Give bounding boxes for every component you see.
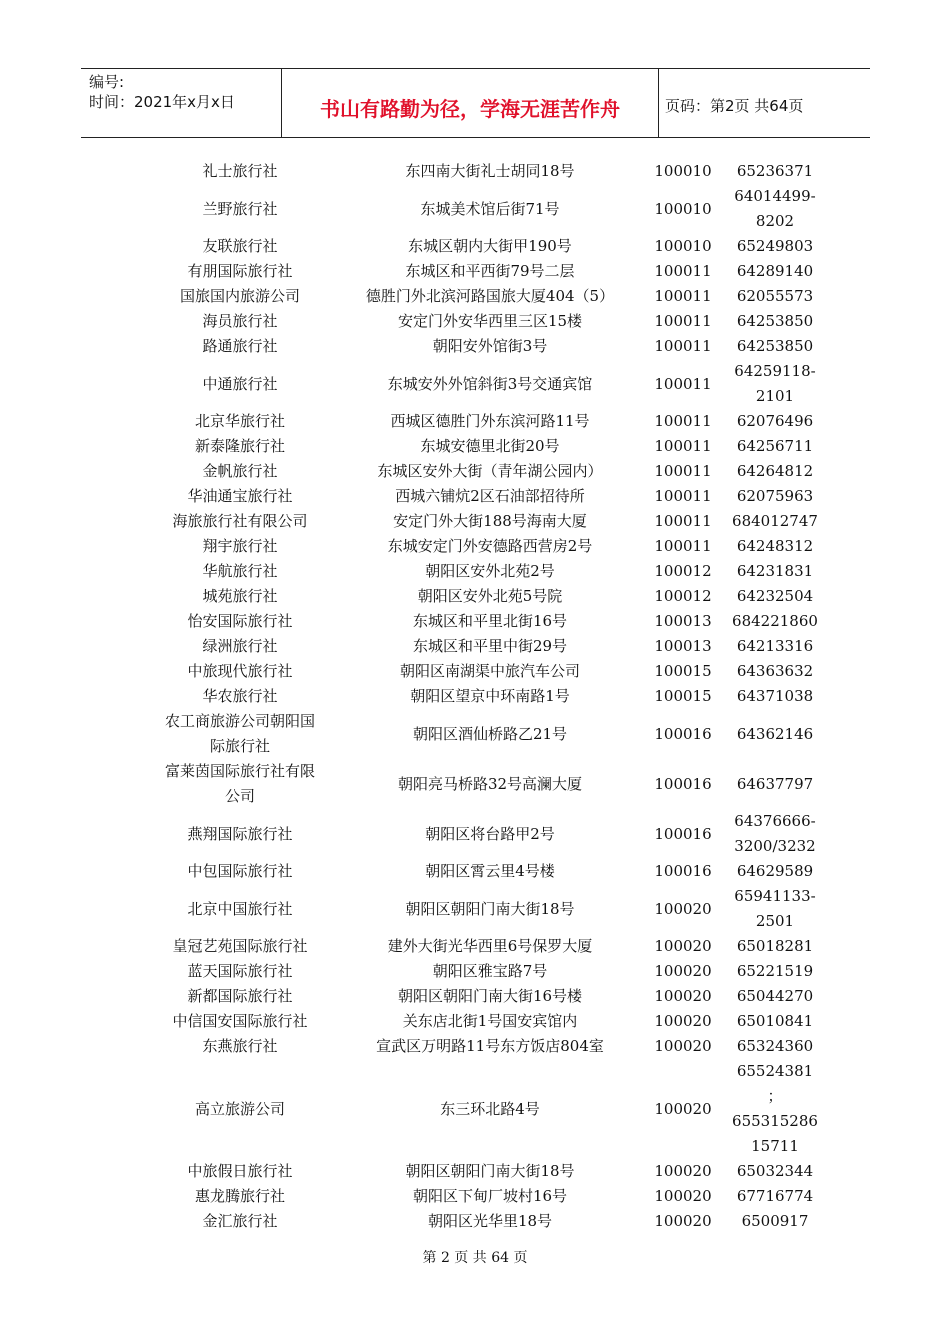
postal-code: 100011	[654, 337, 712, 355]
agency-address: 宣武区万明路11号东方饭店804室	[376, 1037, 604, 1055]
agency-name: 翔宇旅行社	[202, 537, 278, 555]
agency-name: 惠龙腾旅行社	[194, 1187, 285, 1205]
postal-code: 100011	[654, 437, 712, 455]
table-row	[0, 709, 950, 759]
agency-address: 东城区安外大街（青年湖公园内）	[377, 462, 603, 480]
table-row	[0, 284, 950, 309]
postal-code: 100011	[654, 537, 712, 555]
agency-address: 朝阳区朝阳门南大街18号	[405, 1162, 575, 1180]
phone-number: 64371038	[736, 687, 814, 705]
agency-address: 东城区朝内大街甲190号	[408, 237, 572, 255]
table-row	[0, 509, 950, 534]
agency-name: 绿洲旅行社	[202, 637, 278, 655]
header-page-cell	[659, 69, 870, 137]
postal-code: 100015	[654, 687, 712, 705]
page-header	[81, 68, 870, 138]
agency-address: 朝阳安外馆街3号	[432, 337, 548, 355]
agency-address: 朝阳区霄云里4号楼	[425, 862, 555, 880]
agency-name: 高立旅游公司	[194, 1099, 285, 1118]
phone-number: 64232504	[736, 587, 814, 605]
phone-number: 64363632	[736, 662, 814, 680]
postal-code: 100013	[654, 612, 712, 630]
table-row	[0, 559, 950, 584]
agency-address: 朝阳区下甸厂坡村16号	[412, 1187, 568, 1205]
phone-number: 62075963	[736, 487, 814, 505]
doc-number-label: 编号:	[89, 73, 125, 91]
phone-number: 64629589	[736, 862, 814, 880]
agency-address: 朝阳区南湖渠中旅汽车公司	[399, 662, 580, 680]
agency-address: 东城安德里北街20号	[420, 437, 560, 455]
postal-code: 100020	[654, 937, 712, 955]
table-row	[0, 1209, 950, 1234]
postal-code: 100020	[654, 1162, 712, 1180]
phone-number: 6500917	[741, 1212, 809, 1230]
agency-name: 中旅现代旅行社	[187, 662, 293, 680]
agency-address: 朝阳区望京中环南路1号	[410, 687, 570, 705]
postal-code: 100016	[654, 862, 712, 880]
agency-name: 中旅假日旅行社	[187, 1162, 293, 1180]
postal-code: 100020	[654, 987, 712, 1005]
agency-name: 农工商旅游公司朝阳国 际旅行社	[164, 712, 315, 755]
table-row	[0, 184, 950, 234]
phone-number: 62076496	[736, 412, 814, 430]
postal-code: 100016	[654, 774, 712, 793]
table-row	[0, 459, 950, 484]
phone-number: 65044270	[736, 987, 814, 1005]
phone-number: 64259118- 2101	[734, 362, 816, 405]
agency-address: 朝阳区将台路甲2号	[425, 824, 555, 843]
postal-code: 100011	[654, 312, 712, 330]
phone-number: 64289140	[736, 262, 814, 280]
table-row	[0, 884, 950, 934]
page-footer: 第 2 页 共 64 页	[422, 1250, 528, 1266]
agency-address: 德胜门外北滨河路国旅大厦404（5）	[365, 287, 615, 305]
table-row	[0, 359, 950, 409]
agency-address: 东城安外外馆斜街3号交通宾馆	[387, 374, 593, 393]
phone-number: 65018281	[736, 937, 814, 955]
phone-number: 65010841	[736, 1012, 814, 1030]
table-row	[0, 1159, 950, 1184]
table-row	[0, 409, 950, 434]
agency-name: 金帆旅行社	[202, 462, 278, 480]
agency-name: 友联旅行社	[202, 237, 278, 255]
table-row	[0, 1009, 950, 1034]
postal-code: 100020	[654, 1187, 712, 1205]
agency-name: 燕翔国际旅行社	[187, 824, 293, 843]
agency-address: 朝阳区安外北苑5号院	[417, 587, 563, 605]
agency-address: 西城区德胜门外东滨河路11号	[390, 412, 590, 430]
agency-name: 华油通宝旅行社	[187, 487, 293, 505]
agency-address: 朝阳区酒仙桥路乙21号	[412, 724, 568, 743]
agency-address: 朝阳区朝阳门南大街16号楼	[397, 987, 583, 1005]
agency-name: 富莱茵国际旅行社有限 公司	[164, 762, 315, 805]
agency-name: 新泰隆旅行社	[194, 437, 285, 455]
postal-code: 100012	[654, 562, 712, 580]
agency-address: 东三环北路4号	[440, 1099, 540, 1118]
agency-address: 建外大街光华西里6号保罗大厦	[387, 937, 593, 955]
postal-code: 100011	[654, 262, 712, 280]
agency-address: 东城美术馆后街71号	[420, 199, 560, 218]
agency-name: 中包国际旅行社	[187, 862, 293, 880]
table-row	[0, 159, 950, 184]
phone-number: 64248312	[736, 537, 814, 555]
postal-code: 100020	[654, 1099, 712, 1118]
phone-number: 64231831	[736, 562, 814, 580]
postal-code: 100013	[654, 637, 712, 655]
agency-name: 兰野旅行社	[202, 199, 278, 218]
agency-name: 中信国安国际旅行社	[172, 1012, 308, 1030]
agency-address: 东四南大街礼士胡同18号	[405, 162, 575, 180]
table-row	[0, 634, 950, 659]
postal-code: 100012	[654, 587, 712, 605]
agency-address: 关东店北街1号国安宾馆内	[402, 1012, 578, 1030]
phone-number: 684012747	[732, 512, 818, 530]
header-meta-cell	[81, 69, 282, 137]
table-row	[0, 934, 950, 959]
phone-number: 65221519	[736, 962, 814, 980]
agency-address: 安定门外大街188号海南大厦	[393, 512, 587, 530]
phone-number: 64376666- 3200/3232	[734, 812, 816, 855]
agency-name: 华农旅行社	[202, 687, 278, 705]
postal-code: 100011	[654, 374, 712, 393]
postal-code: 100011	[654, 462, 712, 480]
postal-code: 100010	[654, 199, 712, 218]
header-motto: 书山有路勤为径，学海无涯苦作舟	[320, 97, 620, 121]
table-row	[0, 959, 950, 984]
table-row	[0, 809, 950, 859]
table-row	[0, 584, 950, 609]
table-row	[0, 259, 950, 284]
agency-address: 朝阳区雅宝路7号	[432, 962, 548, 980]
phone-number: 65032344	[736, 1162, 814, 1180]
postal-code: 100020	[654, 1212, 712, 1230]
agency-address: 西城六铺炕2区石油部招待所	[395, 487, 585, 505]
agency-address: 朝阳区朝阳门南大街18号	[405, 899, 575, 918]
table-row	[0, 684, 950, 709]
table-row	[0, 534, 950, 559]
phone-number: 65249803	[736, 237, 814, 255]
postal-code: 100015	[654, 662, 712, 680]
agency-name: 礼士旅行社	[202, 162, 278, 180]
phone-number: 62055573	[736, 287, 814, 305]
agency-name: 北京华旅行社	[194, 412, 285, 430]
table-row	[0, 984, 950, 1009]
postal-code: 100020	[654, 1037, 712, 1055]
agency-name: 有朋国际旅行社	[187, 262, 293, 280]
phone-number: 65324360	[736, 1037, 814, 1055]
phone-number: 64014499- 8202	[734, 187, 816, 230]
phone-number: 684221860	[732, 612, 818, 630]
table-row	[0, 609, 950, 634]
postal-code: 100010	[654, 162, 712, 180]
phone-number: 64362146	[736, 724, 814, 743]
agency-name: 蓝天国际旅行社	[187, 962, 293, 980]
agency-address: 东城区和平里北街16号	[412, 612, 568, 630]
postal-code: 100011	[654, 412, 712, 430]
agency-address: 东城区和平西街79号二层	[405, 262, 575, 280]
table-row	[0, 659, 950, 684]
agency-name: 东燕旅行社	[202, 1037, 278, 1055]
postal-code: 100020	[654, 899, 712, 918]
table-row	[0, 759, 950, 809]
agency-name: 北京中国旅行社	[187, 899, 293, 918]
agency-name: 中通旅行社	[202, 374, 278, 393]
phone-number: 64253850	[736, 312, 814, 330]
agency-address: 朝阳区安外北苑2号	[425, 562, 555, 580]
table-row	[0, 1184, 950, 1209]
table-row	[0, 434, 950, 459]
agency-address: 东城安定门外安德路西营房2号	[387, 537, 593, 555]
agency-name: 路通旅行社	[202, 337, 278, 355]
agency-name: 怡安国际旅行社	[187, 612, 293, 630]
postal-code: 100020	[654, 962, 712, 980]
postal-code: 100016	[654, 824, 712, 843]
postal-code: 100010	[654, 237, 712, 255]
agency-name: 新都国际旅行社	[187, 987, 293, 1005]
phone-number: 64264812	[736, 462, 814, 480]
agency-address: 东城区和平里中街29号	[412, 637, 568, 655]
agency-name: 海旅旅行社有限公司	[172, 512, 308, 530]
postal-code: 100011	[654, 512, 712, 530]
phone-number: 67716774	[736, 1187, 814, 1205]
agency-name: 皇冠艺苑国际旅行社	[172, 937, 308, 955]
agency-name: 华航旅行社	[202, 562, 278, 580]
phone-number: 65941133- 2501	[734, 887, 816, 930]
postal-code: 100011	[654, 487, 712, 505]
phone-number: 64256711	[736, 437, 814, 455]
agency-name: 国旅国内旅游公司	[179, 287, 300, 305]
agency-address: 朝阳区光华里18号	[427, 1212, 553, 1230]
postal-code: 100016	[654, 724, 712, 743]
phone-number: 65236371	[736, 162, 814, 180]
table-row	[0, 1034, 950, 1059]
agency-address: 安定门外安华西里三区15楼	[397, 312, 583, 330]
agency-name: 海员旅行社	[202, 312, 278, 330]
agency-name: 金汇旅行社	[202, 1212, 278, 1230]
header-motto-cell	[282, 69, 659, 137]
table-row	[0, 859, 950, 884]
agency-address: 朝阳亮马桥路32号高澜大厦	[397, 774, 583, 793]
phone-number: 65524381 ； 655315286 15711	[732, 1062, 818, 1155]
agency-name: 城苑旅行社	[202, 587, 278, 605]
table-row	[0, 309, 950, 334]
doc-time-label: 时间：2021年x月x日	[89, 93, 235, 111]
phone-number: 64213316	[736, 637, 814, 655]
postal-code: 100020	[654, 1012, 712, 1030]
table-row	[0, 484, 950, 509]
phone-number: 64253850	[736, 337, 814, 355]
phone-number: 64637797	[736, 774, 814, 793]
header-page-info: 页码：第2页 共64页	[665, 97, 804, 115]
table-row	[0, 334, 950, 359]
table-row	[0, 234, 950, 259]
table-row	[0, 1059, 950, 1159]
postal-code: 100011	[654, 287, 712, 305]
